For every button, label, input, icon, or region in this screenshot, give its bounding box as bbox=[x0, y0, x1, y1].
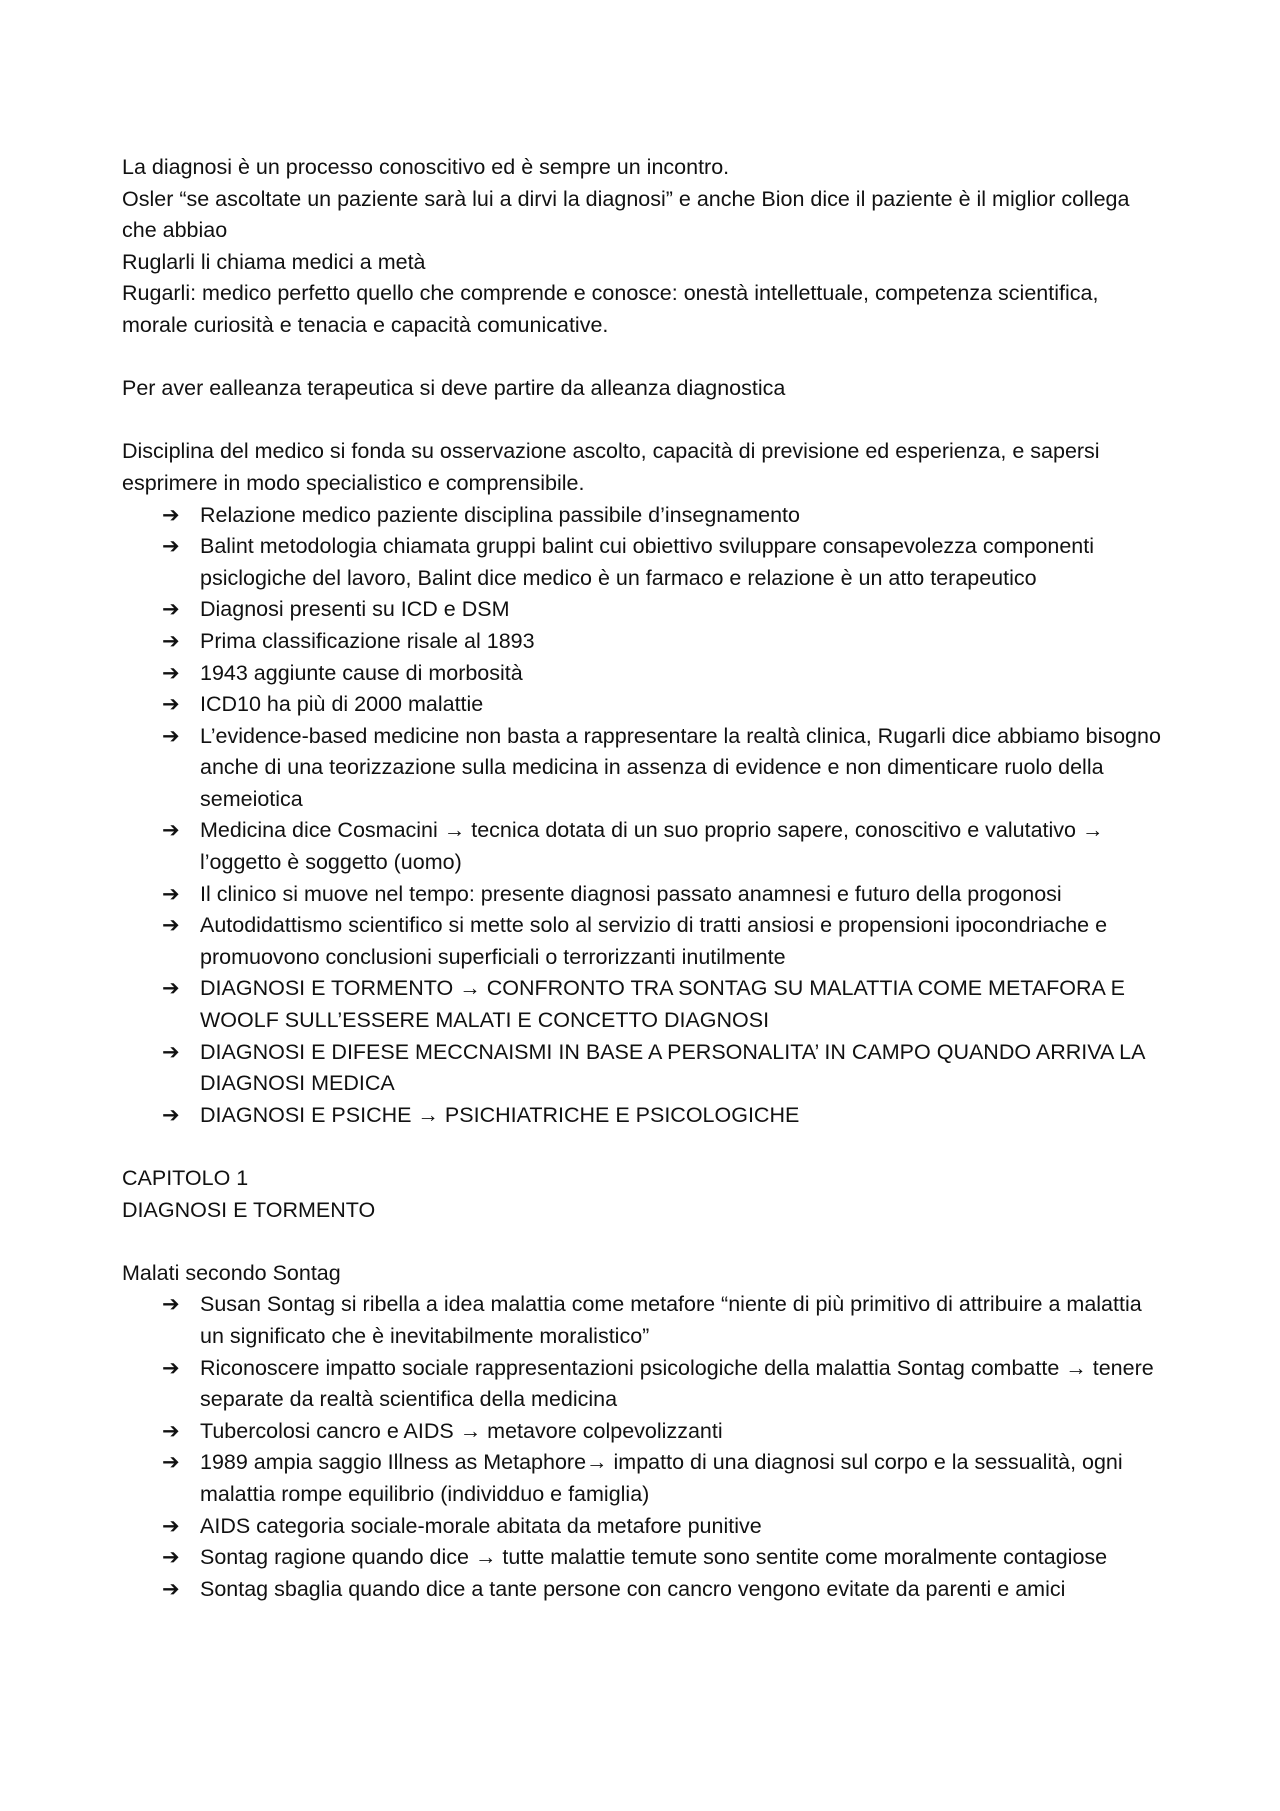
list-item bbox=[122, 910, 1170, 973]
list-item-text: 1989 ampia saggio Illness as Metaphore→ impatto di una diagnosi sul corpo e la sessualità, ogni malattia rompe equilibrio (individduo e famiglia) bbox=[200, 1450, 1123, 1506]
list-item bbox=[122, 1353, 1170, 1416]
arrow-bullet-icon: ➔ bbox=[162, 1513, 180, 1538]
list-item bbox=[122, 658, 1170, 690]
arrow-bullet-icon: ➔ bbox=[162, 1450, 180, 1475]
arrow-bullet-icon: ➔ bbox=[162, 534, 180, 559]
spacer bbox=[122, 405, 1170, 437]
list-item-text: Autodidattismo scientifico si mette solo al servizio di tratti ansiosi e propensioni ipocondriache e promuovono conclusioni superficiali o terrorizzanti inutilmente bbox=[200, 913, 1108, 969]
list-item bbox=[122, 1511, 1170, 1543]
list-item-text: Relazione medico paziente disciplina passibile d’insegnamento bbox=[200, 502, 800, 527]
list-item-text: AIDS categoria sociale-morale abitata da metafore punitive bbox=[200, 1513, 762, 1538]
list-item bbox=[122, 1100, 1170, 1132]
arrow-bullet-icon: ➔ bbox=[162, 692, 180, 717]
spacer bbox=[122, 1226, 1170, 1258]
arrow-bullet-icon: ➔ bbox=[162, 628, 180, 653]
list-item bbox=[122, 626, 1170, 658]
list-item-text: Medicina dice Cosmacini → tecnica dotata di un suo proprio sapere, conoscitivo e valutativo → l’oggetto è soggetto (uomo) bbox=[200, 818, 1104, 875]
list-item-text: L’evidence-based medicine non basta a rappresentare la realtà clinica, Rugarli dice abbiamo bisogno anche di una teorizzazione sulla medicina in assenza di evidence e non dimenticare ruolo della semeiotica bbox=[200, 723, 1161, 811]
list-item-text: Diagnosi presenti su ICD e DSM bbox=[200, 597, 510, 622]
arrow-bullet-icon: ➔ bbox=[162, 1039, 180, 1064]
list-item-text: Susan Sontag si ribella a idea malattia come metafore “niente di più primitivo di attribuire a malattia un significato che è inevitabilmente moralistico” bbox=[200, 1292, 1142, 1348]
chapter-label: CAPITOLO 1 bbox=[122, 1166, 249, 1190]
arrow-list-sontag bbox=[122, 1289, 1170, 1605]
list-item bbox=[122, 689, 1170, 721]
intro-line: Osler “se ascoltate un paziente sarà lui a dirvi la diagnosi” e anche Bion dice il paziente è il miglior collega che abbiao bbox=[122, 186, 1130, 243]
list-item bbox=[122, 1574, 1170, 1606]
list-item-text: Il clinico si muove nel tempo: presente diagnosi passato anamnesi e futuro della progonosi bbox=[200, 881, 1062, 906]
spacer bbox=[122, 1131, 1170, 1163]
intro-line: Ruglarli li chiama medici a metà bbox=[122, 249, 426, 274]
list-item bbox=[122, 531, 1170, 594]
list-item-text: Riconoscere impatto sociale rappresentazioni psicologiche della malattia Sontag combatte → tenere separate da realtà scientifica della medicina bbox=[200, 1355, 1154, 1412]
arrow-bullet-icon: ➔ bbox=[162, 1576, 180, 1601]
arrow-bullet-icon: ➔ bbox=[162, 913, 180, 938]
list-item bbox=[122, 500, 1170, 532]
list-item bbox=[122, 1289, 1170, 1352]
intro-line: La diagnosi è un processo conoscitivo ed è sempre un incontro. bbox=[122, 155, 730, 179]
arrow-bullet-icon: ➔ bbox=[162, 597, 180, 622]
arrow-bullet-icon: ➔ bbox=[162, 1292, 180, 1317]
section-heading: Malati secondo Sontag bbox=[122, 1260, 341, 1285]
list-item-text: DIAGNOSI E TORMENTO → CONFRONTO TRA SONTAG SU MALATTIA COME METAFORA E WOOLF SULL’ESSERE MALATI E CONCETTO DIAGNOSI bbox=[200, 976, 1126, 1033]
list-item bbox=[122, 1447, 1170, 1510]
arrow-bullet-icon: ➔ bbox=[162, 818, 180, 843]
list-item-text: Prima classificazione risale al 1893 bbox=[200, 628, 535, 653]
arrow-bullet-icon: ➔ bbox=[162, 1102, 180, 1127]
arrow-bullet-icon: ➔ bbox=[162, 502, 180, 527]
list-item bbox=[122, 594, 1170, 626]
list-item-text: Tubercolosi cancro e AIDS → metavore colpevolizzanti bbox=[200, 1418, 723, 1443]
list-item-text: DIAGNOSI E DIFESE MECCNAISMI IN BASE A PERSONALITA’ IN CAMPO QUANDO ARRIVA LA DIAGNOSI MEDICA bbox=[200, 1039, 1145, 1096]
chapter-title: DIAGNOSI E TORMENTO bbox=[122, 1197, 376, 1222]
list-item bbox=[122, 1542, 1170, 1574]
list-item-text: DIAGNOSI E PSICHE → PSICHIATRICHE E PSICOLOGICHE bbox=[200, 1102, 800, 1127]
list-item bbox=[122, 1037, 1170, 1100]
spacer bbox=[122, 342, 1170, 374]
alliance-paragraph: Per aver ealleanza terapeutica si deve partire da alleanza diagnostica bbox=[122, 376, 786, 401]
arrow-bullet-icon: ➔ bbox=[162, 1418, 180, 1443]
arrow-bullet-icon: ➔ bbox=[162, 881, 180, 906]
list-item bbox=[122, 973, 1170, 1036]
intro-line: Rugarli: medico perfetto quello che comprende e conosce: onestà intellettuale, competenza scientifica, morale curiosità e tenacia e capacità comunicative. bbox=[122, 281, 1099, 337]
discipline-paragraph: Disciplina del medico si fonda su osservazione ascolto, capacità di previsione ed esperienza, e sapersi esprimere in modo specialistico e comprensibile. bbox=[122, 439, 1100, 495]
arrow-list-intro bbox=[122, 500, 1170, 1132]
arrow-bullet-icon: ➔ bbox=[162, 976, 180, 1001]
list-item-text: Balint metodologia chiamata gruppi balint cui obiettivo sviluppare consapevolezza componenti psiclogiche del lavoro, Balint dice medico è un farmaco e relazione è un atto terapeutico bbox=[200, 534, 1094, 590]
arrow-bullet-icon: ➔ bbox=[162, 723, 180, 748]
list-item bbox=[122, 815, 1170, 878]
list-item-text: Sontag ragione quando dice → tutte malattie temute sono sentite come moralmente contagiose bbox=[200, 1545, 1108, 1570]
list-item-text: 1943 aggiunte cause di morbosità bbox=[200, 660, 523, 685]
list-item bbox=[122, 879, 1170, 911]
arrow-bullet-icon: ➔ bbox=[162, 1545, 180, 1570]
list-item-text: Sontag sbaglia quando dice a tante persone con cancro vengono evitate da parenti e amici bbox=[200, 1576, 1066, 1601]
list-item-text: ICD10 ha più di 2000 malattie bbox=[200, 692, 484, 717]
arrow-bullet-icon: ➔ bbox=[162, 660, 180, 685]
arrow-bullet-icon: ➔ bbox=[162, 1355, 180, 1380]
list-item bbox=[122, 1416, 1170, 1448]
list-item bbox=[122, 721, 1170, 816]
